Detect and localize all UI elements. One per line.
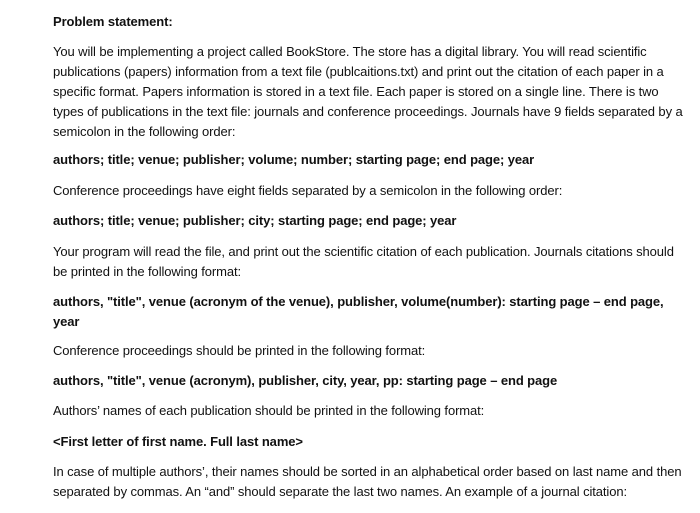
multiple-authors-paragraph: In case of multiple authors’, their names should be sorted in an alphabetical order based on last name and then separated by commas. An “and” should separate the last two names. An example of a journal citation: — [53, 464, 682, 499]
author-format-intro: Authors’ names of each publication should be printed in the following format: — [53, 403, 485, 418]
intro-paragraph: You will be implementing a project called BookStore. The store has a digital library. You will read scientific publications (papers) information from a text file (publcaitions.txt) and print out the citation of each paper in a specific format. Papers information is stored in a text file. Each paper is stored on a single line. There is two types of publications in the text file: journals and conference proceedings. Journals have 9 fields separated by a semicolon in the following order: — [53, 44, 683, 139]
heading: Problem statement: — [53, 14, 173, 29]
journal-fields: authors; title; venue; publisher; volume; number; starting page; end page; year — [53, 152, 535, 167]
conference-fields: authors; title; venue; publisher; city; starting page; end page; year — [53, 213, 457, 228]
conference-intro: Conference proceedings have eight fields separated by a semicolon in the following order: — [53, 183, 563, 198]
conference-citation-format: authors, "title", venue (acronym), publisher, city, year, pp: starting page – end page — [53, 373, 558, 388]
conference-citation-intro: Conference proceedings should be printed in the following format: — [53, 343, 426, 358]
journal-citation-format: authors, "title", venue (acronym of the venue), publisher, volume(number): starting page – end page, year — [53, 294, 664, 329]
journal-citation-intro: Your program will read the file, and print out the scientific citation of each publication. Journals citations should be printed in the following format: — [53, 244, 674, 279]
author-name-format: <First letter of first name. Full last name> — [53, 434, 303, 449]
